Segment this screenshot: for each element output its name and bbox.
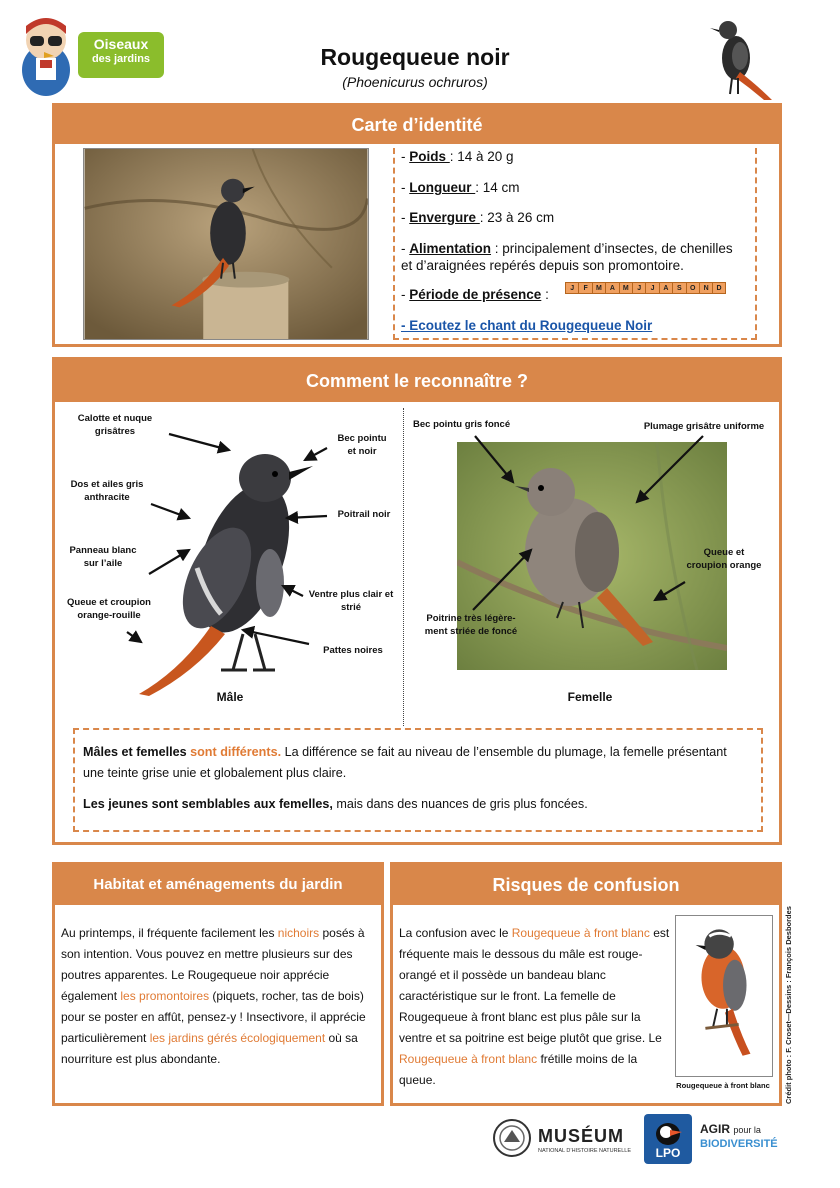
agir-pour: pour la	[733, 1125, 761, 1135]
confusion-t1-orange: Rougequeue à front blanc	[511, 926, 650, 940]
redstart-caption: Rougequeue à front blanc	[676, 1081, 770, 1090]
label-text: Dos et ailes gris anthracite	[70, 479, 144, 503]
month-cell: D	[712, 282, 725, 294]
presence-label: Période de présence	[409, 287, 542, 302]
identity-heading: Carte d’identité	[55, 106, 779, 144]
label-text: Poitrail noir	[337, 509, 391, 520]
month-cell: O	[686, 282, 699, 294]
habitat-t1-orange: nichoirs	[277, 926, 320, 940]
month-cell: J	[632, 282, 645, 294]
confusion-t1: La confusion avec le	[399, 926, 512, 940]
poids-label: Poids	[409, 149, 450, 164]
identity-section	[52, 103, 782, 347]
agir-text: AGIR	[700, 1122, 730, 1136]
logo	[14, 10, 154, 100]
habitat-t3: (piquets, rocher, tas de bois) pour se poster en affût, pensez-y ! Insectivore, il apprécie particulièrement	[61, 989, 366, 1045]
month-cell: F	[578, 282, 591, 294]
poids-row	[401, 148, 514, 165]
presence-sep: :	[541, 287, 549, 302]
habitat-t2-orange: les promontoires	[120, 989, 210, 1003]
dash: -	[401, 210, 410, 225]
logo-title: Oiseaux	[93, 36, 149, 52]
note-line-1	[83, 742, 751, 784]
chant-row	[401, 317, 652, 334]
label-text: Pattes noires	[323, 645, 383, 656]
label-text: Ventre plus clair et strié	[308, 589, 394, 613]
male-arrows	[55, 400, 403, 700]
agir-logo	[700, 1122, 761, 1136]
habitat-section	[52, 862, 384, 1106]
label-text: Calotte et nuque grisâtres	[77, 413, 153, 437]
page-title: Rougequeue noir	[320, 44, 510, 70]
museum-logo-sub: NATIONAL D’HISTOIRE NATURELLE	[538, 1148, 632, 1154]
label-text: Plumage grisâtre uniforme	[643, 421, 765, 432]
note-bold: Mâles et femelles	[83, 745, 187, 759]
habitat-t2: posés à son intention. Vous pouvez en mettre plusieurs sur des poutres apparentes. Le Rougequeue noir apprécie également	[61, 926, 365, 1003]
male-photo	[83, 148, 369, 340]
lpo-logo	[644, 1114, 692, 1164]
month-cell: S	[672, 282, 685, 294]
alimentation-row	[401, 240, 757, 274]
label-text: Bec pointu et noir	[337, 433, 387, 457]
female-arrows	[403, 400, 783, 700]
biodiversite-text: BIODIVERSITÉ	[700, 1138, 778, 1150]
envergure-value: : 23 à 26 cm	[479, 210, 555, 225]
dash: -	[401, 180, 410, 195]
chant-link[interactable]: - Ecoutez le chant du Rougequeue Noir	[401, 318, 653, 333]
label-text: Bec pointu gris foncé	[413, 419, 511, 430]
habitat-heading: Habitat et aménagements du jardin	[55, 865, 381, 905]
longueur-row	[401, 179, 520, 196]
month-cell: A	[605, 282, 618, 294]
presence-calendar	[565, 282, 726, 294]
mascot-icon	[14, 10, 84, 100]
confusion-t2: est fréquente mais le dessous du mâle est rouge-orangé et il possède un bandeau blanc caractéristique sur le front. La femelle de Rougequeue à front blanc est plus pâle sur la ventre et sa poitrine est beige plutôt que grise. Le	[399, 926, 670, 1045]
note-line-2	[83, 794, 751, 815]
header-bird-illustration	[706, 16, 778, 102]
envergure-row	[401, 209, 554, 226]
habitat-t1: Au printemps, il fréquente facilement les	[61, 926, 278, 940]
note-orange: sont différents.	[186, 745, 282, 759]
lpo-text: LPO	[655, 1146, 681, 1160]
alimentation-label: Alimentation	[409, 241, 492, 256]
museum-seal-icon	[492, 1118, 532, 1158]
confusion-t3: frétille moins de la queue.	[399, 1052, 638, 1087]
alimentation-value-2: et d’araignées repérés depuis son promontoire.	[401, 258, 684, 273]
recognition-heading: Comment le reconnaître ?	[55, 360, 779, 402]
note-bold-2: Les jeunes sont semblables aux femelles,	[83, 797, 333, 811]
confusion-section	[390, 862, 782, 1106]
alimentation-value: : principalement d’insectes, de chenilles	[491, 241, 733, 256]
confusion-t2-orange: Rougequeue à front blanc	[399, 1052, 538, 1066]
longueur-value: : 14 cm	[475, 180, 520, 195]
redstart-photo	[675, 915, 773, 1077]
confusion-heading: Risques de confusion	[393, 865, 779, 905]
identity-details	[393, 148, 757, 340]
male-caption: Mâle	[216, 690, 244, 704]
month-cell: M	[619, 282, 632, 294]
puffin-icon	[650, 1118, 686, 1146]
recognition-section	[52, 357, 782, 845]
recognition-note	[73, 728, 763, 832]
logo-badge	[78, 32, 164, 78]
museum-logo-text: MUSÉUM	[538, 1126, 624, 1146]
envergure-label: Envergure	[409, 210, 480, 225]
dash: -	[401, 241, 410, 256]
note-rest: La différence se fait au niveau de l’ensemble du plumage, la femelle présentant une teinte grise unie et globalement plus claire.	[83, 745, 727, 780]
label-text: Panneau blanc sur l’aile	[69, 545, 137, 569]
female-caption: Femelle	[567, 690, 613, 704]
logo-subtitle: des jardins	[91, 53, 151, 65]
habitat-text	[61, 923, 377, 1070]
note-rest-2: mais dans des nuances de gris plus foncées.	[332, 797, 588, 811]
presence-row	[401, 286, 549, 303]
page-subtitle: (Phoenicurus ochruros)	[342, 74, 488, 90]
label-text: Queue et croupion orange-rouille	[67, 597, 151, 621]
month-cell: J	[565, 282, 578, 294]
month-cell: J	[645, 282, 658, 294]
habitat-t4: où sa nourriture est plus abondante.	[61, 1031, 358, 1066]
month-cell: M	[592, 282, 605, 294]
longueur-label: Longueur	[409, 180, 476, 195]
label-text: Queue et croupion orange	[686, 547, 762, 571]
month-cell: A	[659, 282, 672, 294]
dash: -	[401, 287, 410, 302]
photo-credit: Crédit photo : F. Croset—Dessins : François Desbordes	[784, 906, 793, 1104]
month-cell: N	[699, 282, 712, 294]
dash: -	[401, 149, 410, 164]
poids-value: : 14 à 20 g	[449, 149, 514, 164]
confusion-text	[399, 923, 671, 1091]
label-text: Poitrine très légère- ment striée de foncé	[424, 613, 518, 637]
habitat-t3-orange: les jardins gérés écologiquement	[149, 1031, 326, 1045]
